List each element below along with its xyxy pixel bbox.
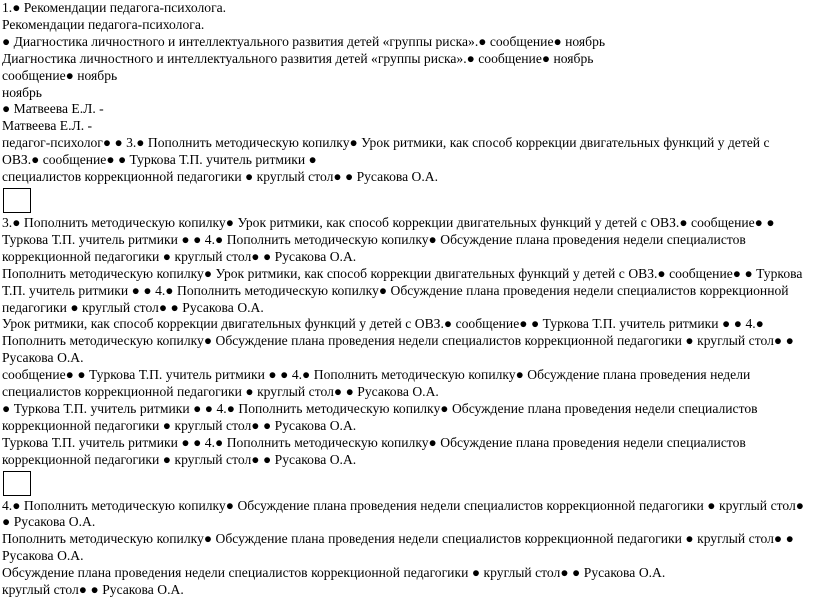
text-line-11: специалистов коррекционной педагогики ● круглый стол● ● Русакова О.А. [2,169,438,185]
text-line-3: ● Диагностика личностного и интеллектуального развития детей «группы риска».● сообщение● ноябрь [2,33,606,49]
text-block-2: Пополнить методическую копилку● Урок ритмики, как способ коррекции двигательных функций у детей с ОВЗ.● сообщение● ● Туркова Т.П. учитель ритмики ● ● 4.● Пополнить методическую копилку● Обсуждение плана проведения недели специалистов коррекционной педагогики ● круглый стол● ● Русакова О.А. [2,265,803,315]
text-line-9: педагог-психолог● ● 3.● Пополнить методическую копилку● Урок ритмики, как способ коррекции двигательных функций у детей с [2,135,770,151]
text-line-5: сообщение● ноябрь [2,67,118,83]
text-tail-1: 4.● Пополнить методическую копилку● Обсуждение плана проведения недели специалистов коррекционной педагогики ● круглый стол● ● Русакова О.А. [2,497,804,530]
text-line-2: Рекомендации педагога-психолога. [2,16,205,32]
text-tail-2: Пополнить методическую копилку● Обсуждение плана проведения недели специалистов коррекционной педагогики ● круглый стол● ● Русакова О.А. [2,531,794,564]
text-line-6: ноябрь [2,84,42,100]
text-line-10: ОВЗ.● сообщение● ● Туркова Т.П. учитель ритмики ● [2,152,317,168]
text-block-4: сообщение● ● Туркова Т.П. учитель ритмики ● ● 4.● Пополнить методическую копилку● Обсуждение плана проведения недели специалистов коррекционной педагогики ● круглый стол● ● Русакова О.А. [2,367,751,400]
text-block-6: Туркова Т.П. учитель ритмики ● ● 4.● Пополнить методическую копилку● Обсуждение плана проведения недели специалистов коррекционной педагогики ● круглый стол● ● Русакова О.А. [2,434,746,467]
text-line-1: 1.● Рекомендации педагога-психолога. [2,0,227,15]
empty-image-placeholder [3,471,31,496]
text-tail-4: круглый стол● ● Русакова О.А. [2,582,184,598]
text-tail-3: Обсуждение плана проведения недели специалистов коррекционной педагогики ● круглый стол● ● Русакова О.А. [2,565,666,581]
text-block-3: Урок ритмики, как способ коррекции двигательных функций у детей с ОВЗ.● сообщение● ● Туркова Т.П. учитель ритмики ● ● 4.● Пополнить методическую копилку● Обсуждение плана проведения недели специалистов коррекционной педагогики ● круглый стол● ● Русакова О.А. [2,316,794,366]
empty-image-placeholder [3,188,31,213]
text-block-1: 3.● Пополнить методическую копилку● Урок ритмики, как способ коррекции двигательных функций у детей с ОВЗ.● сообщение● ● Туркова Т.П. учитель ритмики ● ● 4.● Пополнить методическую копилку● Обсуждение плана проведения недели специалистов коррекционной педагогики ● круглый стол● ● Русакова О.А. [2,214,775,264]
text-line-7: ● Матвеева Е.Л. - [2,101,104,117]
text-line-8: Матвеева Е.Л. - [2,118,93,134]
text-block-5: ● Туркова Т.П. учитель ритмики ● ● 4.● Пополнить методическую копилку● Обсуждение плана проведения недели специалистов коррекционной педагогики ● круглый стол● ● Русакова О.А. [2,400,758,433]
text-line-4: Диагностика личностного и интеллектуального развития детей «группы риска».● сообщение● ноябрь [2,50,594,66]
